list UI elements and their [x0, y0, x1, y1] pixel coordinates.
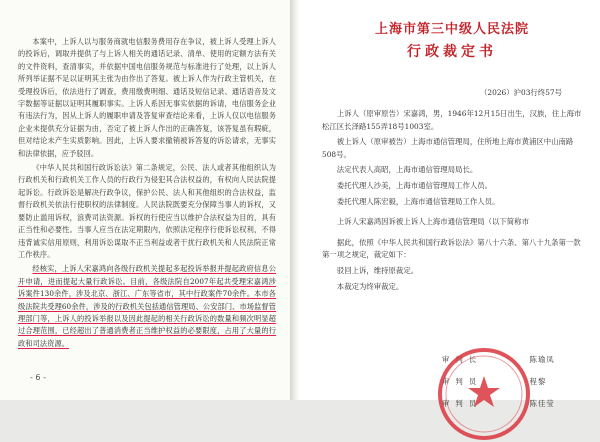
party-paragraph: 法定代表人高昭，上海市通信管理局局长。	[336, 165, 478, 175]
case-number: （2026）沪03行终57号	[480, 88, 562, 97]
legal-basis-paragraph: 据此，依照《中华人民共和国行政诉讼法》第八十六条、第八十九条第一款第一项之规定，裁定如下：	[322, 237, 581, 260]
judge-name: 程黎	[529, 377, 547, 387]
judge-role: 审判员	[442, 377, 483, 387]
left-paragraph: 《中华人民共和国行政诉讼法》第二条规定，公民、法人或者其他组织认为行政机关和行政机关工作人员的行政行为侵犯其合法权益的，有权向人民法院提起诉讼。行政诉讼是解决行政争议，保护公民、法人和其他组织的合法权益，监督行政机关依法行使职权的法律制度。人民法院既要充分保障当事人的诉权，又要防止滥用诉权，浪费司法资源。诉权的行使应当以维护合法权益为目的，具有正当性和必要性。当事人应当在法定期限内，依照法定程序行使诉讼权利，不得违背诚实信用原则，利用诉讼谋取不正当利益或者干扰行政机关和人民法院正常工作秩序。	[18, 163, 276, 259]
court-name: 上海市第三中级人民法院	[374, 22, 529, 37]
judge-name: 陈佳莹	[529, 399, 555, 409]
judge-role: 审判长	[442, 355, 483, 365]
party-paragraph: 委托代理人沙美，上海市通信管理局工作人员。	[336, 180, 493, 190]
left-page-body	[18, 36, 276, 350]
document-type-title: 行政裁定书	[407, 44, 497, 60]
party-paragraph: 被上诉人（原审被告）上海市通信管理局，住所地上海市黄浦区中山南路508号。	[322, 137, 574, 159]
finality-paragraph: 本裁定为终审裁定。	[336, 281, 404, 291]
ruling-body	[322, 108, 582, 293]
left-page	[0, 0, 290, 400]
left-paragraph-underlined: 经核实，上诉人宋嘉鸿向各级行政机关提起多起投诉举报并提起政府信息公开申请，进而提起大量行政诉讼。目前，各级法院自2007年起共受理宋嘉鸿涉诉案件130余件，涉及北京、浙江、广东等省市，其中行政案件70余件。本市各级法院共受理60余件，涉及的行政机关包括通信管理局、公安部门、市场监督管理部门等，上诉人的投诉举报以及因此提起的相关行政诉讼的数量和频次明显超过合理范围，已经超出了普通消费者正当维护权益的必要限度，占用了大量的行政和司法资源。	[18, 264, 276, 348]
judge-name: 陈瑜凤	[529, 355, 555, 365]
right-page	[300, 0, 600, 409]
page-number: - 6 -	[30, 373, 46, 382]
court-seal-icon	[436, 346, 532, 442]
left-paragraph: 本案中，上诉人以与服务商就电信服务费用存在争议，被上诉人受理上诉人的投诉后，调取并提供了与上诉人相关的通话记录、清单、使用的定额方法有关的文件资料，查清事实，并依据中国电信服务规范与标准进行了处理，以上诉人所列举证据不足以证明其主张为由作出了答复。被上诉人作为行政主管机关，在受理投诉后，依法进行了调查，费用缴费明细、通话及短信记录、通话语音及文字数据等证据以证明其履职事实。上诉人系因无事实依据的诉请，电信服务企业有违法行为，因从上诉人的履职申请及答复审查结论来看，上诉人仅以电信服务企业未提供充分证据为由，否定了被上诉人作出的正确答复，该答复虽有瑕疵，但对结论未产生实质影响。因此，上诉人要求撤销被诉答复的诉讼请求，无事实和法律依据，应予驳回。	[18, 37, 276, 158]
party-paragraph: 委托代理人陈宏毅，上海市通信管理局工作人员。	[336, 196, 500, 206]
book-gutter	[290, 0, 300, 400]
party-paragraph: 上诉人（原审原告）宋嘉鸿，男，1946年12月15日出生，汉族，住上海市松江区长泽路155弄18号1003室。	[322, 109, 582, 131]
case-intro-paragraph: 上诉人宋嘉鸿因诉被上诉人上海市通信管理局（以下简称市	[336, 217, 529, 227]
ruling-paragraph: 驳回上诉，维持原裁定。	[336, 265, 419, 275]
judge-role: 审判员	[442, 399, 483, 409]
